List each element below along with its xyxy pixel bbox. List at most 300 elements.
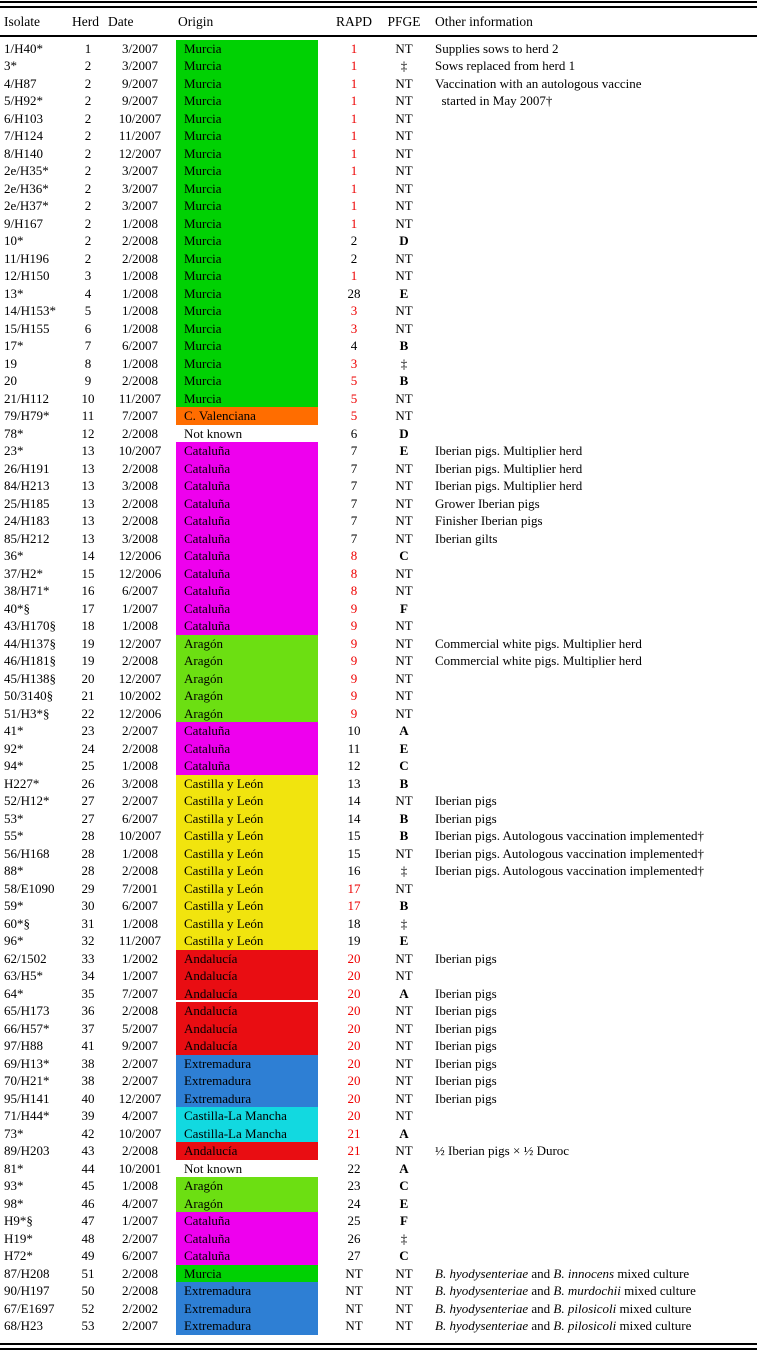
date-cell: 1/2008: [121, 915, 159, 931]
origin-cell: Castilla y León: [176, 862, 318, 880]
origin-cell: Murcia: [176, 267, 318, 285]
column-spacer: [318, 92, 330, 110]
pfge-cell: NT: [395, 198, 413, 213]
date-cell: 3/2007: [121, 58, 159, 73]
other-information-cell: [430, 1247, 757, 1265]
date-cell: 12/2007: [118, 1090, 162, 1106]
origin-cell: Castilla-La Mancha: [176, 1125, 318, 1143]
column-spacer: [318, 495, 330, 513]
origin-cell: Andalucía: [176, 985, 318, 1003]
herd-cell: 13: [81, 530, 95, 546]
rapd-cell: 10: [347, 723, 361, 738]
isolate-cell: 94*: [4, 758, 24, 773]
column-spacer: [318, 1177, 330, 1195]
pfge-cell: NT: [395, 635, 413, 651]
rapd-cell: 27: [347, 1248, 361, 1263]
herd-cell: 52: [81, 1300, 95, 1316]
column-spacer: [318, 810, 330, 828]
other-information-cell: started in May 2007†: [435, 93, 553, 108]
pfge-cell: B: [399, 898, 409, 913]
herd-cell: 17: [81, 600, 95, 616]
column-spacer: [318, 950, 330, 968]
herd-cell: 2: [84, 145, 92, 161]
isolate-cell: 26/H191: [4, 460, 50, 476]
column-spacer: [318, 232, 330, 250]
herd-cell: 27: [81, 793, 95, 808]
date-cell: 9/2007: [121, 1038, 159, 1053]
table-row: [0, 145, 757, 163]
herd-cell: 43: [81, 1143, 95, 1158]
herd-cell: 2: [84, 93, 92, 108]
table-row: [0, 127, 757, 145]
table-row: [0, 1300, 757, 1318]
origin-cell: Murcia: [176, 232, 318, 250]
date-cell: 9/2007: [121, 93, 159, 108]
date-cell: 1/2008: [121, 285, 159, 301]
table-row: [0, 652, 757, 670]
date-cell: 10/2007: [118, 1125, 162, 1141]
date-cell: 1/2008: [121, 758, 159, 773]
column-spacer: [318, 932, 330, 950]
table-row: [0, 880, 757, 898]
rapd-cell: 20: [347, 1038, 361, 1053]
table-row: [0, 845, 757, 863]
origin-cell: Aragón: [176, 670, 318, 688]
table-row: [0, 40, 757, 58]
date-cell: 2/2008: [121, 1143, 159, 1158]
isolate-cell: 6/H103: [4, 110, 43, 126]
rapd-cell: 20: [347, 1073, 361, 1088]
isolate-cell: 62/1502: [4, 950, 47, 966]
date-cell: 7/2007: [121, 408, 159, 423]
pfge-cell: NT: [395, 320, 413, 336]
origin-cell: Andalucía: [176, 967, 318, 985]
other-information-cell: Iberian pigs: [435, 810, 497, 826]
isolate-cell: H72*: [4, 1248, 33, 1263]
herd-cell: 2: [84, 233, 92, 248]
column-spacer: [318, 985, 330, 1003]
date-cell: 6/2007: [121, 810, 159, 826]
species-name: B. hyodysenteriae: [435, 1318, 529, 1333]
origin-cell: Castilla y León: [176, 810, 318, 828]
other-information-cell: [430, 355, 757, 373]
herd-cell: 12: [81, 425, 95, 441]
rapd-cell: 8: [350, 548, 358, 563]
pfge-cell: NT: [395, 1073, 413, 1088]
pfge-cell: NT: [395, 688, 413, 703]
rapd-cell: 7: [350, 478, 358, 493]
rapd-cell: 9: [350, 688, 358, 703]
isolate-cell: 98*: [4, 1195, 24, 1211]
other-information-cell: ½ Iberian pigs × ½ Duroc: [435, 1143, 570, 1158]
header-row: [0, 8, 757, 35]
col-header-herd: Herd: [72, 13, 99, 29]
other-information-cell: Supplies sows to herd 2: [435, 40, 559, 56]
pfge-cell: A: [399, 985, 409, 1001]
isolate-cell: 70/H21*: [4, 1073, 50, 1088]
herd-cell: 39: [81, 1108, 95, 1123]
pfge-cell: NT: [395, 618, 413, 633]
pfge-cell: ‡: [400, 355, 408, 371]
isolate-cell: 46/H181§: [4, 653, 56, 668]
origin-cell: Murcia: [176, 215, 318, 233]
date-cell: 1/2008: [121, 268, 159, 283]
isolate-cell: 69/H13*: [4, 1055, 50, 1071]
herd-cell: 22: [81, 705, 95, 721]
other-information-cell: [430, 215, 757, 233]
column-spacer: [318, 880, 330, 898]
column-spacer: [318, 512, 330, 530]
herd-cell: 30: [81, 898, 95, 913]
isolate-cell: 14/H153*: [4, 303, 56, 318]
other-text: mixed culture: [616, 1300, 692, 1316]
herd-cell: 10: [81, 390, 95, 406]
origin-cell: Aragón: [176, 705, 318, 723]
rapd-cell: 8: [350, 565, 358, 581]
column-spacer: [318, 652, 330, 670]
isolate-cell: 25/H185: [4, 495, 50, 511]
column-spacer: [318, 285, 330, 303]
rapd-cell: 7: [350, 460, 358, 476]
herd-cell: 6: [84, 320, 92, 336]
column-spacer: [318, 740, 330, 758]
origin-cell: Murcia: [176, 92, 318, 110]
isolate-cell: 93*: [4, 1178, 24, 1193]
table-row: [0, 810, 757, 828]
pfge-cell: NT: [395, 110, 413, 126]
date-cell: 1/2002: [121, 950, 159, 966]
column-spacer: [318, 775, 330, 793]
herd-cell: 50: [81, 1283, 95, 1298]
top-rule: [0, 1, 757, 8]
isolate-cell: 44/H137§: [4, 635, 56, 651]
isolate-cell: 63/H5*: [4, 968, 43, 983]
other-information-cell: [430, 705, 757, 723]
rapd-cell: 24: [347, 1195, 361, 1211]
rapd-cell: 26: [347, 1230, 361, 1246]
rapd-cell: 4: [350, 338, 358, 353]
pfge-cell: NT: [395, 670, 413, 686]
table-row: [0, 180, 757, 198]
pfge-cell: NT: [395, 1003, 413, 1018]
herd-cell: 48: [81, 1230, 95, 1246]
pfge-cell: NT: [395, 75, 413, 91]
rapd-cell: 22: [347, 1160, 361, 1176]
column-spacer: [318, 1037, 330, 1055]
origin-cell: Cataluña: [176, 442, 318, 460]
bottom-rule: [0, 1343, 757, 1350]
date-cell: 2/2008: [121, 373, 159, 388]
other-text: and: [528, 1265, 554, 1281]
date-cell: 12/2006: [118, 565, 162, 581]
isolate-cell: H9*§: [4, 1213, 33, 1228]
other-information-cell: [430, 1300, 757, 1318]
pfge-cell: C: [399, 1178, 409, 1193]
date-cell: 1/2008: [121, 215, 159, 231]
rapd-cell: 17: [347, 898, 361, 913]
column-spacer: [318, 1107, 330, 1125]
column-spacer: [318, 355, 330, 373]
other-information-cell: Iberian pigs: [435, 950, 497, 966]
other-information-cell: [430, 1177, 757, 1195]
date-cell: 2/2008: [121, 653, 159, 668]
pfge-cell: NT: [395, 530, 413, 546]
other-information-cell: [430, 600, 757, 618]
herd-cell: 37: [81, 1020, 95, 1036]
table-row: [0, 1090, 757, 1108]
herd-cell: 51: [81, 1265, 95, 1281]
bottom-padding: [0, 1335, 757, 1343]
date-cell: 3/2007: [121, 180, 159, 196]
table-row: [0, 1002, 757, 1020]
table-row: [0, 250, 757, 268]
other-information-cell: [430, 757, 757, 775]
rapd-cell: 20: [347, 1055, 361, 1071]
herd-cell: 20: [81, 670, 95, 686]
table-row: [0, 600, 757, 618]
other-information-cell: [430, 617, 757, 635]
pfge-cell: NT: [395, 1090, 413, 1106]
column-spacer: [318, 635, 330, 653]
col-header-origin: Origin: [178, 13, 214, 29]
rapd-cell: 5: [350, 390, 358, 406]
isolate-cell: 11/H196: [4, 250, 50, 266]
column-spacer: [318, 705, 330, 723]
herd-cell: 2: [84, 163, 92, 178]
pfge-cell: NT: [395, 145, 413, 161]
origin-cell: Aragón: [176, 1177, 318, 1195]
pfge-cell: NT: [395, 565, 413, 581]
isolate-cell: 38/H71*: [4, 583, 50, 598]
table-row: [0, 740, 757, 758]
header-rule: [0, 35, 757, 37]
pfge-cell: NT: [395, 128, 413, 143]
table-row: [0, 407, 757, 425]
table-row: [0, 372, 757, 390]
other-text: and: [528, 1318, 554, 1333]
origin-cell: Castilla y León: [176, 845, 318, 863]
other-information-cell: [430, 775, 757, 793]
origin-cell: Cataluña: [176, 477, 318, 495]
herd-cell: 18: [81, 618, 95, 633]
column-spacer: [318, 915, 330, 933]
date-cell: 1/2007: [121, 600, 159, 616]
column-spacer: [318, 1160, 330, 1178]
column-spacer: [318, 600, 330, 618]
table-row: [0, 617, 757, 635]
rapd-cell: 9: [350, 600, 358, 616]
pfge-cell: B: [399, 338, 409, 353]
pfge-cell: D: [399, 233, 409, 248]
rapd-cell: 20: [347, 985, 361, 1001]
rapd-cell: 23: [347, 1178, 361, 1193]
table-row: [0, 932, 757, 950]
origin-cell: Murcia: [176, 355, 318, 373]
table-row: [0, 390, 757, 408]
isolate-cell: 12/H150: [4, 268, 50, 283]
herd-cell: 53: [81, 1318, 95, 1333]
date-cell: 2/2008: [121, 495, 159, 511]
origin-cell: Murcia: [176, 285, 318, 303]
herd-cell: 28: [81, 828, 95, 843]
pfge-cell: NT: [395, 268, 413, 283]
isolate-cell: 68/H23: [4, 1318, 43, 1333]
column-spacer: [318, 1230, 330, 1248]
column-spacer: [318, 722, 330, 740]
table-row: [0, 967, 757, 985]
table-row: [0, 57, 757, 75]
herd-cell: 45: [81, 1178, 95, 1193]
table-row: [0, 582, 757, 600]
herd-cell: 4: [84, 285, 92, 301]
origin-cell: Aragón: [176, 635, 318, 653]
date-cell: 7/2001: [121, 880, 159, 896]
other-information-cell: Iberian pigs. Multiplier herd: [435, 443, 583, 458]
other-information-cell: [430, 670, 757, 688]
pfge-cell: NT: [395, 845, 413, 861]
table-row: [0, 425, 757, 443]
isolate-cell: 36*: [4, 548, 24, 563]
column-spacer: [318, 967, 330, 985]
date-cell: 4/2007: [121, 1108, 159, 1123]
origin-cell: Murcia: [176, 57, 318, 75]
origin-cell: Cataluña: [176, 512, 318, 530]
other-information-cell: [430, 722, 757, 740]
other-information-cell: [430, 740, 757, 758]
date-cell: 4/2007: [121, 1195, 159, 1211]
origin-cell: Murcia: [176, 75, 318, 93]
col-header-other-information: Other information: [435, 13, 533, 29]
isolate-cell: 67/E1697: [4, 1300, 55, 1316]
rapd-cell: 17: [347, 880, 361, 896]
col-header-date: Date: [108, 13, 134, 29]
herd-cell: 21: [81, 688, 95, 703]
rapd-cell: NT: [345, 1283, 363, 1298]
isolate-cell: 51/H3*§: [4, 705, 50, 721]
rapd-cell: 6: [350, 425, 358, 441]
origin-cell: Murcia: [176, 145, 318, 163]
pfge-cell: ‡: [400, 863, 408, 878]
table-row: [0, 92, 757, 110]
column-spacer: [318, 1247, 330, 1265]
isolate-cell: 23*: [4, 443, 24, 458]
other-information-cell: Iberian pigs: [435, 793, 497, 808]
date-cell: 1/2008: [121, 1178, 159, 1193]
pfge-cell: NT: [395, 950, 413, 966]
column-spacer: [318, 1195, 330, 1213]
date-cell: 1/2008: [121, 320, 159, 336]
pfge-cell: A: [399, 723, 409, 738]
herd-cell: 44: [81, 1160, 95, 1176]
herd-cell: 2: [84, 58, 92, 73]
date-cell: 1/2007: [121, 1213, 159, 1228]
other-information-cell: [430, 1107, 757, 1125]
rapd-cell: 9: [350, 635, 358, 651]
other-information-cell: [430, 582, 757, 600]
herd-cell: 2: [84, 128, 92, 143]
rapd-cell: 1: [350, 128, 358, 143]
rapd-cell: NT: [345, 1318, 363, 1333]
herd-cell: 2: [84, 198, 92, 213]
date-cell: 10/2007: [118, 828, 162, 843]
rapd-cell: 14: [347, 793, 361, 808]
isolate-cell: 37/H2*: [4, 565, 43, 581]
date-cell: 2/2007: [121, 1230, 159, 1246]
date-cell: 3/2008: [121, 478, 159, 493]
rapd-cell: 1: [350, 215, 358, 231]
pfge-cell: NT: [395, 1143, 413, 1158]
pfge-cell: NT: [395, 1108, 413, 1123]
column-spacer: [318, 302, 330, 320]
rapd-cell: 12: [347, 758, 361, 773]
table-row: [0, 705, 757, 723]
date-cell: 2/2007: [121, 1073, 159, 1088]
herd-cell: 46: [81, 1195, 95, 1211]
isolate-cell: 21/H112: [4, 390, 50, 406]
isolate-cell: 64*: [4, 985, 24, 1001]
pfge-cell: B: [399, 828, 409, 843]
isolate-cell: 24/H183: [4, 513, 50, 528]
herd-cell: 42: [81, 1125, 95, 1141]
column-spacer: [318, 425, 330, 443]
table-row: [0, 1107, 757, 1125]
table-row: [0, 1160, 757, 1178]
origin-cell: Murcia: [176, 127, 318, 145]
rapd-cell: 19: [347, 933, 361, 948]
column-spacer: [318, 390, 330, 408]
isolate-cell: 56/H168: [4, 845, 50, 861]
pfge-cell: NT: [395, 705, 413, 721]
date-cell: 12/2007: [118, 670, 162, 686]
herd-cell: 34: [81, 968, 95, 983]
herd-cell: 36: [81, 1003, 95, 1018]
table-row: [0, 215, 757, 233]
origin-cell: Cataluña: [176, 1230, 318, 1248]
other-information-cell: [430, 285, 757, 303]
table-row: [0, 897, 757, 915]
column-spacer: [318, 477, 330, 495]
other-information-cell: [430, 1125, 757, 1143]
pfge-cell: NT: [395, 215, 413, 231]
rapd-cell: 28: [347, 285, 361, 301]
pfge-cell: B: [399, 810, 409, 826]
date-cell: 2/2002: [121, 1300, 159, 1316]
date-cell: 11/2007: [118, 128, 162, 143]
origin-cell: Cataluña: [176, 722, 318, 740]
isolate-cell: 2e/H37*: [4, 198, 49, 213]
table-row: [0, 1020, 757, 1038]
isolate-cell: 73*: [4, 1125, 24, 1141]
herd-cell: 19: [81, 653, 95, 668]
pfge-cell: NT: [395, 478, 413, 493]
date-cell: 2/2008: [121, 1283, 159, 1298]
column-spacer: [318, 1055, 330, 1073]
rapd-cell: 20: [347, 950, 361, 966]
pfge-cell: NT: [395, 390, 413, 406]
origin-cell: Extremadura: [176, 1072, 318, 1090]
pfge-cell: A: [399, 1125, 409, 1141]
other-information-cell: [430, 967, 757, 985]
rapd-cell: 20: [347, 1003, 361, 1018]
rapd-cell: 9: [350, 705, 358, 721]
species-name: B. murdochii: [553, 1283, 621, 1298]
other-information-cell: [430, 267, 757, 285]
origin-cell: Andalucía: [176, 1020, 318, 1038]
origin-cell: Castilla y León: [176, 792, 318, 810]
rapd-cell: 1: [350, 93, 358, 108]
table-row: [0, 915, 757, 933]
other-information-cell: Iberian pigs: [435, 1020, 497, 1036]
